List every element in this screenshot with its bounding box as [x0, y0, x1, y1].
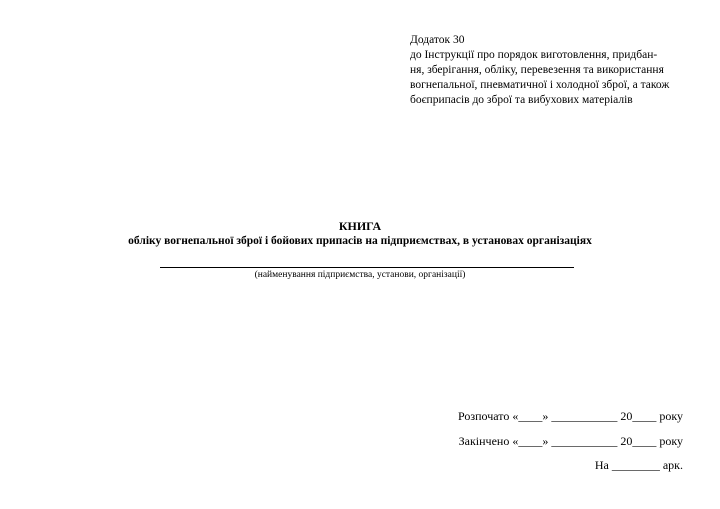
- appendix-line: ня, зберігання, обліку, перевезення та використання: [410, 64, 664, 76]
- book-title: КНИГА: [338, 219, 382, 233]
- book-subtitle: обліку вогнепальної зброї і бойових припасів на підприємствах, в установах організаціях: [128, 235, 592, 247]
- appendix-heading: Додаток 30: [410, 34, 465, 46]
- sheet-count-line: На ________ арк.: [594, 458, 683, 472]
- appendix-line: вогнепальної, пневматичної і холодної зброї, а також: [410, 79, 670, 91]
- book-title-block: [0, 219, 720, 249]
- finished-date-line: Закінчено «____» ___________ 20____ року: [458, 434, 683, 448]
- organization-caption: (найменування підприємства, установи, організації): [254, 270, 466, 280]
- appendix-note: [410, 33, 710, 108]
- appendix-line: до Інструкції про порядок виготовлення, придбан-: [410, 49, 658, 61]
- organization-name-line: [160, 267, 574, 268]
- started-date-line: Розпочато «____» ___________ 20____ року: [457, 409, 683, 423]
- appendix-line: боєприпасів до зброї та вибухових матеріалів: [410, 94, 633, 106]
